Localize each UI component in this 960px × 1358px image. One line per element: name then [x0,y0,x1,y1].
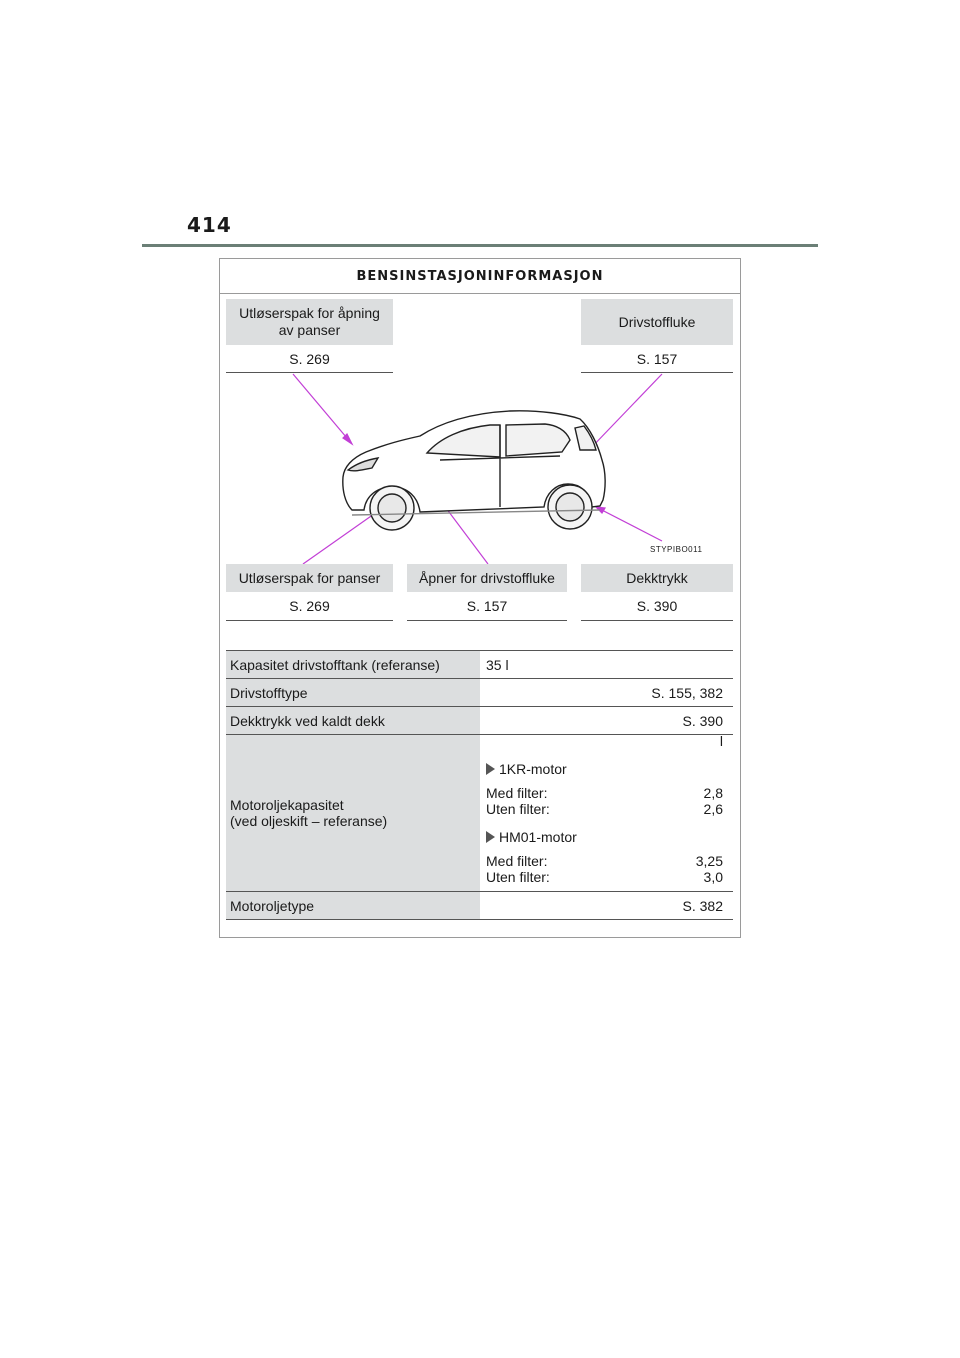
with-filter-value: 2,8 [703,785,723,801]
table-row-oil-capacity [226,735,733,892]
with-filter-row [486,785,723,801]
table-row [226,892,733,920]
header-rule [142,244,818,247]
engine-filter-values [486,785,723,817]
with-filter-label: Med filter: [486,785,548,801]
spec-value: 35 l [480,651,733,679]
oil-capacity-value [480,735,733,892]
table-row [226,679,733,707]
page-number: 414 [187,213,232,237]
label-hood-lever-text: Utløserspak for panser [238,569,381,586]
ref-fuel-door-opener-text: S. 157 [466,598,508,614]
with-filter-label: Med filter: [486,853,548,869]
engine-name: HM01-motor [499,829,577,845]
diagram-code: STYPIBO011 [650,545,703,554]
engine-name: 1KR-motor [499,761,567,777]
label-fuel-door-opener-text: Åpner for drivstoffluke [419,569,555,586]
box-title: BENSINSTASJONINFORMASJON [220,259,740,294]
ref-tire-pressure [581,592,733,621]
without-filter-row [486,801,723,817]
label-hood-lever-inside-text: Utløserspak for åpning av panser [239,305,380,338]
spec-table [226,650,733,920]
ref-hood-lever-inside [226,345,393,373]
ref-fuel-door [581,345,733,373]
triangle-bullet-icon [486,831,495,843]
ref-tire-pressure-text: S. 390 [636,598,678,614]
engine-heading [486,829,723,845]
without-filter-value: 3,0 [703,869,723,885]
spec-value: S. 155, 382 [480,679,733,707]
label-tire-pressure [581,564,733,592]
with-filter-row [486,853,723,869]
ref-hood-lever-inside-text: S. 269 [289,351,330,367]
spec-label: Dekktrykk ved kaldt dekk [226,707,480,735]
table-row [226,651,733,679]
without-filter-label: Uten filter: [486,801,550,817]
oil-unit: l [719,733,723,749]
oil-capacity-label-line2: (ved oljeskift – referanse) [230,813,388,829]
spec-value: S. 390 [480,707,733,735]
label-fuel-door-text: Drivstoffluke [618,313,696,330]
engine-heading [486,761,723,777]
table-row [226,707,733,735]
spec-label: Drivstofftype [226,679,480,707]
label-hood-lever [226,564,393,592]
without-filter-label: Uten filter: [486,869,550,885]
ref-fuel-door-text: S. 157 [636,351,678,367]
without-filter-row [486,869,723,885]
with-filter-value: 3,25 [695,853,723,869]
engine-filter-values [486,853,723,885]
label-hood-lever-inside [226,299,393,345]
without-filter-value: 2,6 [703,801,723,817]
ref-hood-lever [226,592,393,621]
oil-capacity-label [226,735,480,892]
label-fuel-door [581,299,733,345]
spec-label: Motoroljetype [226,892,480,920]
label-fuel-door-opener [407,564,567,592]
label-tire-pressure-text: Dekktrykk [626,569,688,586]
triangle-bullet-icon [486,763,495,775]
ref-hood-lever-text: S. 269 [289,598,330,614]
ref-fuel-door-opener [407,592,567,621]
spec-value: S. 382 [480,892,733,920]
spec-label: Kapasitet drivstofftank (referanse) [226,651,480,679]
oil-capacity-label-line1: Motoroljekapasitet [230,797,344,813]
